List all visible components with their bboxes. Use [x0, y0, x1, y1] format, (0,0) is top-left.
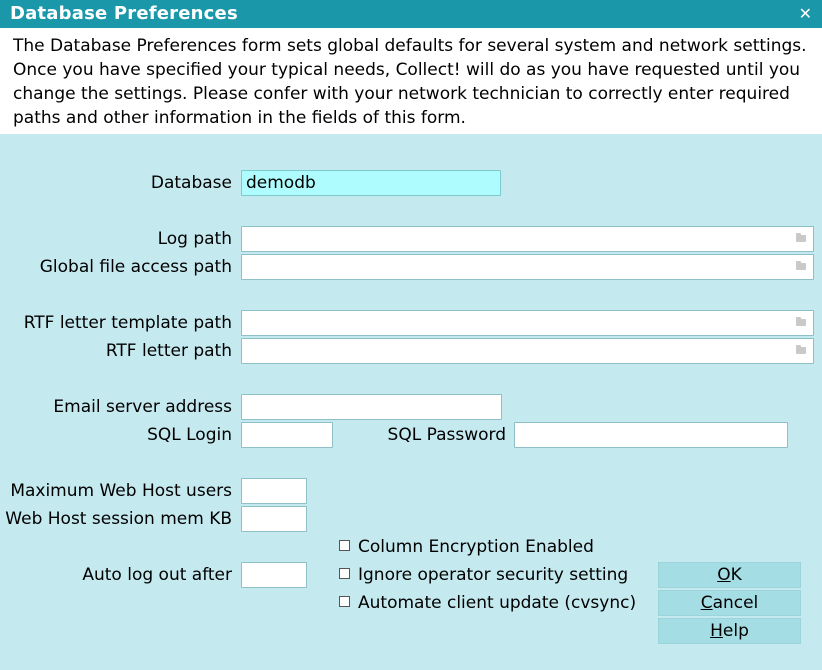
rtf-letter-template-path-label: RTF letter template path — [23, 313, 232, 333]
rtf-letter-path-label: RTF letter path — [105, 341, 232, 361]
ok-accel: O — [717, 565, 731, 585]
email-server-address-label: Email server address — [53, 397, 232, 417]
column-encryption-checkbox-row[interactable] — [339, 535, 594, 559]
rtf-letter-path-field[interactable] — [241, 338, 814, 364]
sql-password-field[interactable] — [514, 422, 788, 448]
column-encryption-checkbox[interactable] — [339, 540, 350, 551]
automate-client-update-label: Automate client update (cvsync) — [358, 593, 637, 613]
log-path-field[interactable] — [241, 226, 814, 252]
ok-button[interactable] — [658, 562, 801, 588]
ok-label-rest: K — [730, 565, 742, 585]
folder-browse-icon[interactable] — [796, 235, 806, 242]
web-host-session-mem-label: Web Host session mem KB — [5, 509, 232, 529]
web-host-session-mem-field[interactable] — [241, 506, 307, 532]
database-field[interactable]: demodb — [241, 170, 501, 196]
global-file-access-path-field[interactable] — [241, 254, 814, 280]
automate-client-update-checkbox-row[interactable] — [339, 591, 636, 615]
folder-browse-icon[interactable] — [796, 347, 806, 354]
rtf-letter-template-path-field[interactable] — [241, 310, 814, 336]
help-button[interactable] — [658, 618, 801, 644]
window-title: Database Preferences — [10, 3, 238, 24]
email-server-address-field[interactable] — [241, 394, 502, 420]
global-file-access-path-label: Global file access path — [39, 257, 232, 277]
automate-client-update-checkbox[interactable] — [339, 596, 350, 607]
help-label-rest: elp — [722, 621, 749, 641]
ignore-operator-security-label: Ignore operator security setting — [358, 565, 629, 585]
ignore-operator-security-checkbox[interactable] — [339, 568, 350, 579]
log-path-label: Log path — [157, 229, 232, 249]
form-description: The Database Preferences form sets global defaults for several system and network settings. Once you have specified your typical needs, Collect! will do as you have requested until you change the settings. Please confer with your network technician to correctly enter required paths and other information in the fields of this form. — [0, 28, 822, 134]
sql-password-label: SQL Password — [387, 425, 506, 445]
cancel-label-rest: ancel — [712, 593, 759, 613]
folder-browse-icon[interactable] — [796, 319, 806, 326]
close-icon[interactable]: ✕ — [798, 4, 812, 23]
max-web-host-users-label: Maximum Web Host users — [10, 481, 232, 501]
cancel-accel: C — [700, 593, 713, 613]
column-encryption-label: Column Encryption Enabled — [358, 537, 594, 557]
auto-log-out-after-field[interactable] — [241, 562, 307, 588]
auto-log-out-after-label: Auto log out after — [82, 565, 232, 585]
sql-login-label: SQL Login — [147, 425, 232, 445]
help-accel: H — [710, 621, 723, 641]
ignore-operator-security-checkbox-row[interactable] — [339, 563, 628, 587]
folder-browse-icon[interactable] — [796, 263, 806, 270]
database-label: Database — [150, 173, 232, 193]
max-web-host-users-field[interactable] — [241, 478, 307, 504]
cancel-button[interactable] — [658, 590, 801, 616]
title-bar — [0, 0, 822, 28]
